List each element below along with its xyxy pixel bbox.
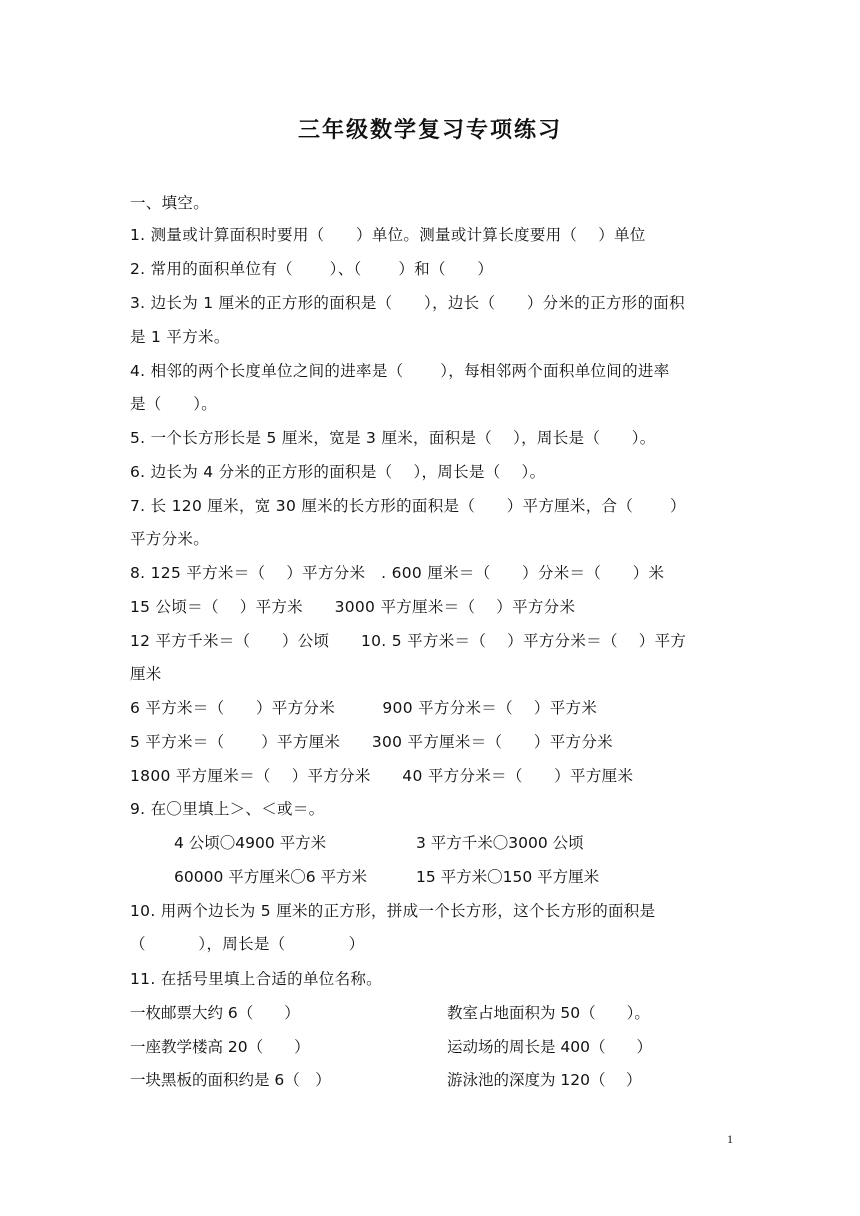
question-6: 6. 边长为 4 分米的正方形的面积是（ ），周长是（ ）。 (130, 463, 546, 481)
question-11-row-2-right: 运动场的周长是 400（ ） (447, 1038, 653, 1056)
question-9-row-2-right: 15 平方米〇150 平方厘米 (416, 868, 600, 886)
question-4-line-1: 4. 相邻的两个长度单位之间的进率是（ ），每相邻两个面积单位间的进率 (130, 362, 670, 380)
question-1: 1. 测量或计算面积时要用（ ）单位。测量或计算长度要用（ ）单位 (130, 226, 646, 244)
question-5: 5. 一个长方形长是 5 厘米，宽是 3 厘米，面积是（ ），周长是（ ）。 (130, 429, 656, 447)
page-title: 三年级数学复习专项练习 (297, 117, 562, 143)
question-2: 2. 常用的面积单位有（ ）、（ ）和（ ） (130, 260, 494, 278)
question-11-row-1-right: 教室占地面积为 50（ ）。 (447, 1004, 650, 1022)
question-8-line-5: 6 平方米＝（ ）平方分米 900 平方分米＝（ ）平方米 (130, 699, 598, 717)
question-7-line-1: 7. 长 120 厘米，宽 30 厘米的长方形的面积是（ ）平方厘米，合（ ） (130, 497, 686, 515)
question-11-row-3-left: 一块黑板的面积约是 6（ ） (130, 1071, 331, 1089)
question-8-line-2: 15 公顷＝（ ）平方米 3000 平方厘米＝（ ）平方分米 (130, 598, 576, 616)
question-9-title: 9. 在〇里填上＞、＜或＝。 (130, 800, 325, 818)
question-8-line-4: 厘米 (130, 665, 162, 683)
question-8-line-3: 12 平方千米＝（ ）公顷 10. 5 平方米＝（ ）平方分米＝（ ）平方 (130, 632, 687, 650)
question-10-line-1: 10. 用两个边长为 5 厘米的正方形，拼成一个长方形，这个长方形的面积是 (130, 902, 656, 920)
question-3-line-2: 是 1 平方米。 (130, 328, 230, 346)
question-9-row-1-left: 4 公顷〇4900 平方米 (174, 834, 327, 852)
question-9-row-1-right: 3 平方千米〇3000 公顷 (416, 834, 584, 852)
question-8-line-7: 1800 平方厘米＝（ ）平方分米 40 平方分米＝（ ）平方厘米 (130, 767, 634, 785)
section-heading: 一、填空。 (130, 194, 210, 212)
question-8-line-6: 5 平方米＝（ ）平方厘米 300 平方厘米＝（ ）平方分米 (130, 733, 613, 751)
question-7-line-2: 平方分米。 (130, 530, 210, 548)
question-4-line-2: 是（ ）。 (130, 395, 218, 413)
question-11-title: 11. 在括号里填上合适的单位名称。 (130, 970, 382, 988)
question-9-row-2-left: 60000 平方厘米〇6 平方米 (174, 868, 368, 886)
question-8-line-1: 8. 125 平方米＝（ ）平方分米 . 600 厘米＝（ ）分米＝（ ）米 (130, 564, 665, 582)
question-3-line-1: 3. 边长为 1 厘米的正方形的面积是（ ），边长（ ）分米的正方形的面积 (130, 294, 685, 312)
question-11-row-1-left: 一枚邮票大约 6（ ） (130, 1004, 300, 1022)
page-number: 1 (727, 1132, 733, 1146)
question-10-line-2: （ ），周长是（ ） (130, 935, 365, 953)
question-11-row-2-left: 一座教学楼高 20（ ） (130, 1038, 310, 1056)
question-11-row-3-right: 游泳池的深度为 120（ ） (447, 1071, 642, 1089)
